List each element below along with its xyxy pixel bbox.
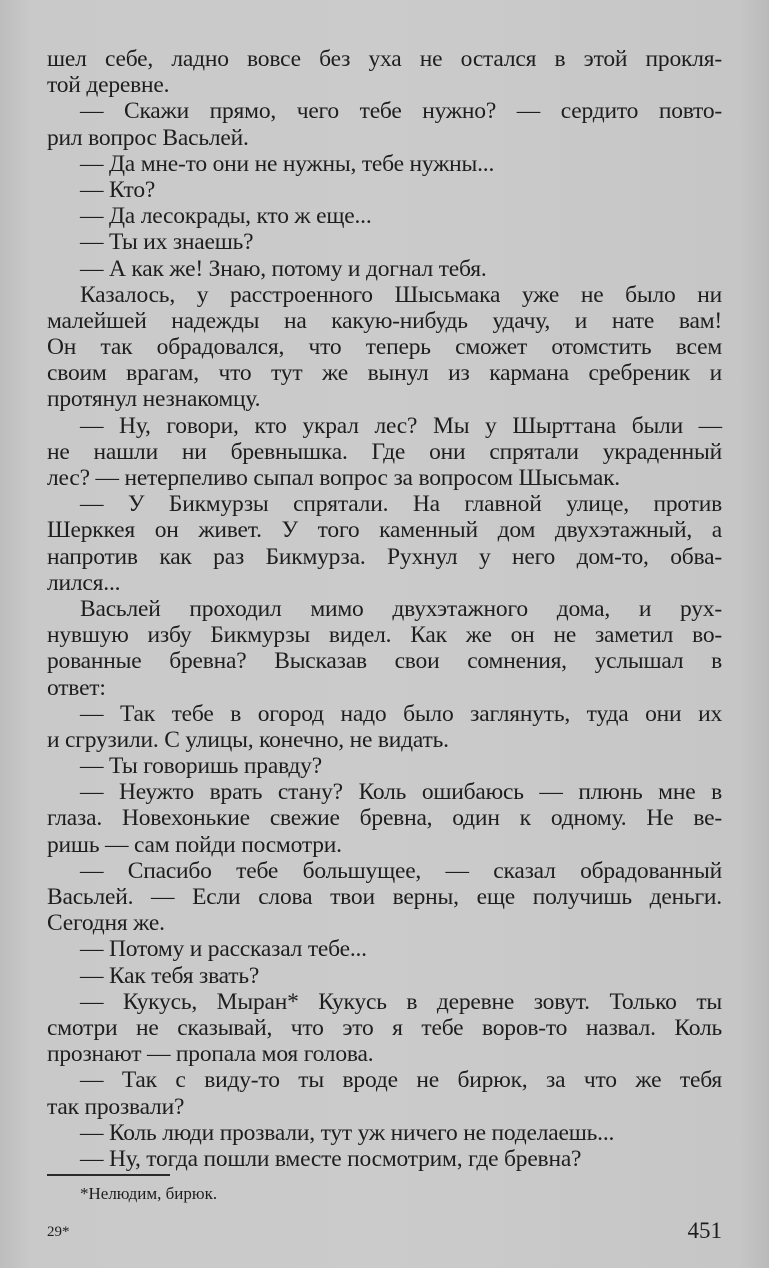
text-line: — Да лесокрады, кто ж еще...	[80, 203, 372, 230]
footnote-divider	[47, 1174, 170, 1176]
text-line: лес? — нетерпеливо сыпал вопрос за вопросом Шысьмак.	[47, 465, 620, 491]
text-line: — Да мне-то они не нужны, тебе нужны...	[80, 150, 495, 177]
text-line: — Ну, говори, кто украл лес? Мы у Шырттана были —	[80, 412, 722, 439]
signature-mark: 29*	[47, 1224, 70, 1240]
text-line: — А как же! Знаю, потому и догнал тебя.	[80, 255, 487, 282]
text-line: так прозвали?	[47, 1093, 185, 1120]
text-line: протянул незнакомцу.	[47, 386, 261, 413]
text-line: нувшую избу Бикмурзы видел. Как же он не заметил во-	[47, 622, 722, 649]
text-line: Сегодня же.	[47, 910, 165, 937]
text-line: — Скажи прямо, чего тебе нужно? — сердито повто-	[80, 98, 722, 125]
text-line: — У Бикмурзы спрятали. На главной улице, против	[80, 491, 722, 518]
text-line: — Так тебе в огород надо было заглянуть, туда они их	[80, 700, 722, 727]
text-line: своим врагам, что тут же вынул из кармана сребреник и	[47, 360, 722, 387]
text-line: — Коль люди прозвали, тут уж ничего не поделаешь...	[80, 1119, 615, 1146]
text-line: малейшей надежды на какую-нибудь удачу, и нате вам!	[47, 307, 722, 334]
text-line: — Спасибо тебе большущее, — сказал обрадованный	[80, 857, 722, 884]
text-line: Васьлей проходил мимо двухэтажного дома, и рух-	[80, 595, 722, 622]
text-line: — Кто?	[80, 176, 156, 203]
text-line: глаза. Новехонькие свежие бревна, один к одному. Не ве-	[47, 805, 722, 832]
text-line: рил вопрос Васьлей.	[47, 124, 249, 151]
text-line: той деревне.	[47, 72, 170, 99]
page-number: 451	[687, 1218, 722, 1243]
text-line: — Кукусь, Мыран* Кукусь в деревне зовут. Только ты	[80, 988, 722, 1015]
text-line: — Неужто врать стану? Коль ошибаюсь — плюнь мне в	[80, 779, 722, 806]
text-line: — Ты говоришь правду?	[80, 753, 322, 780]
text-line: ответ:	[47, 674, 106, 701]
text-line: лился...	[47, 569, 121, 596]
text-line: Он так обрадовался, что теперь сможет отомстить всем	[47, 334, 722, 361]
text-line: прознают — пропала моя голова.	[47, 1041, 374, 1068]
text-line: смотри не сказывай, что это я тебе воров-то назвал. Коль	[47, 1014, 722, 1041]
text-line: и сгрузили. С улицы, конечно, не видать.	[47, 726, 449, 753]
text-line: — Как тебя звать?	[80, 962, 260, 989]
text-line: рованные бревна? Высказав свои сомнения, услышал в	[47, 648, 722, 675]
text-line: ришь — сам пойди посмотри.	[47, 831, 342, 858]
text-line: — Так с виду-то ты вроде не бирюк, за что же тебя	[80, 1067, 722, 1094]
text-line: Казалось, у расстроенного Шысьмака уже не было ни	[80, 281, 722, 308]
text-line: Шерккея он живет. У того каменный дом двухэтажный, а	[47, 517, 722, 544]
text-line: шел себе, ладно вовсе без уха не остался в этой прокля-	[47, 46, 722, 72]
text-line: — Ты их знаешь?	[80, 229, 254, 256]
text-line: не нашли ни бревнышка. Где они спрятали украденный	[47, 438, 722, 465]
text-line: напротив как раз Бикмурза. Рухнул у него дом-то, обва-	[47, 543, 722, 570]
body-text	[47, 46, 722, 1172]
text-line: — Ну, тогда пошли вместе посмотрим, где бревна?	[80, 1145, 582, 1172]
text-line: — Потому и рассказал тебе...	[80, 936, 367, 963]
text-line: Васьлей. — Если слова твои верны, еще получишь деньги.	[47, 884, 722, 910]
footnote: *Нелюдим, бирюк.	[80, 1184, 218, 1203]
